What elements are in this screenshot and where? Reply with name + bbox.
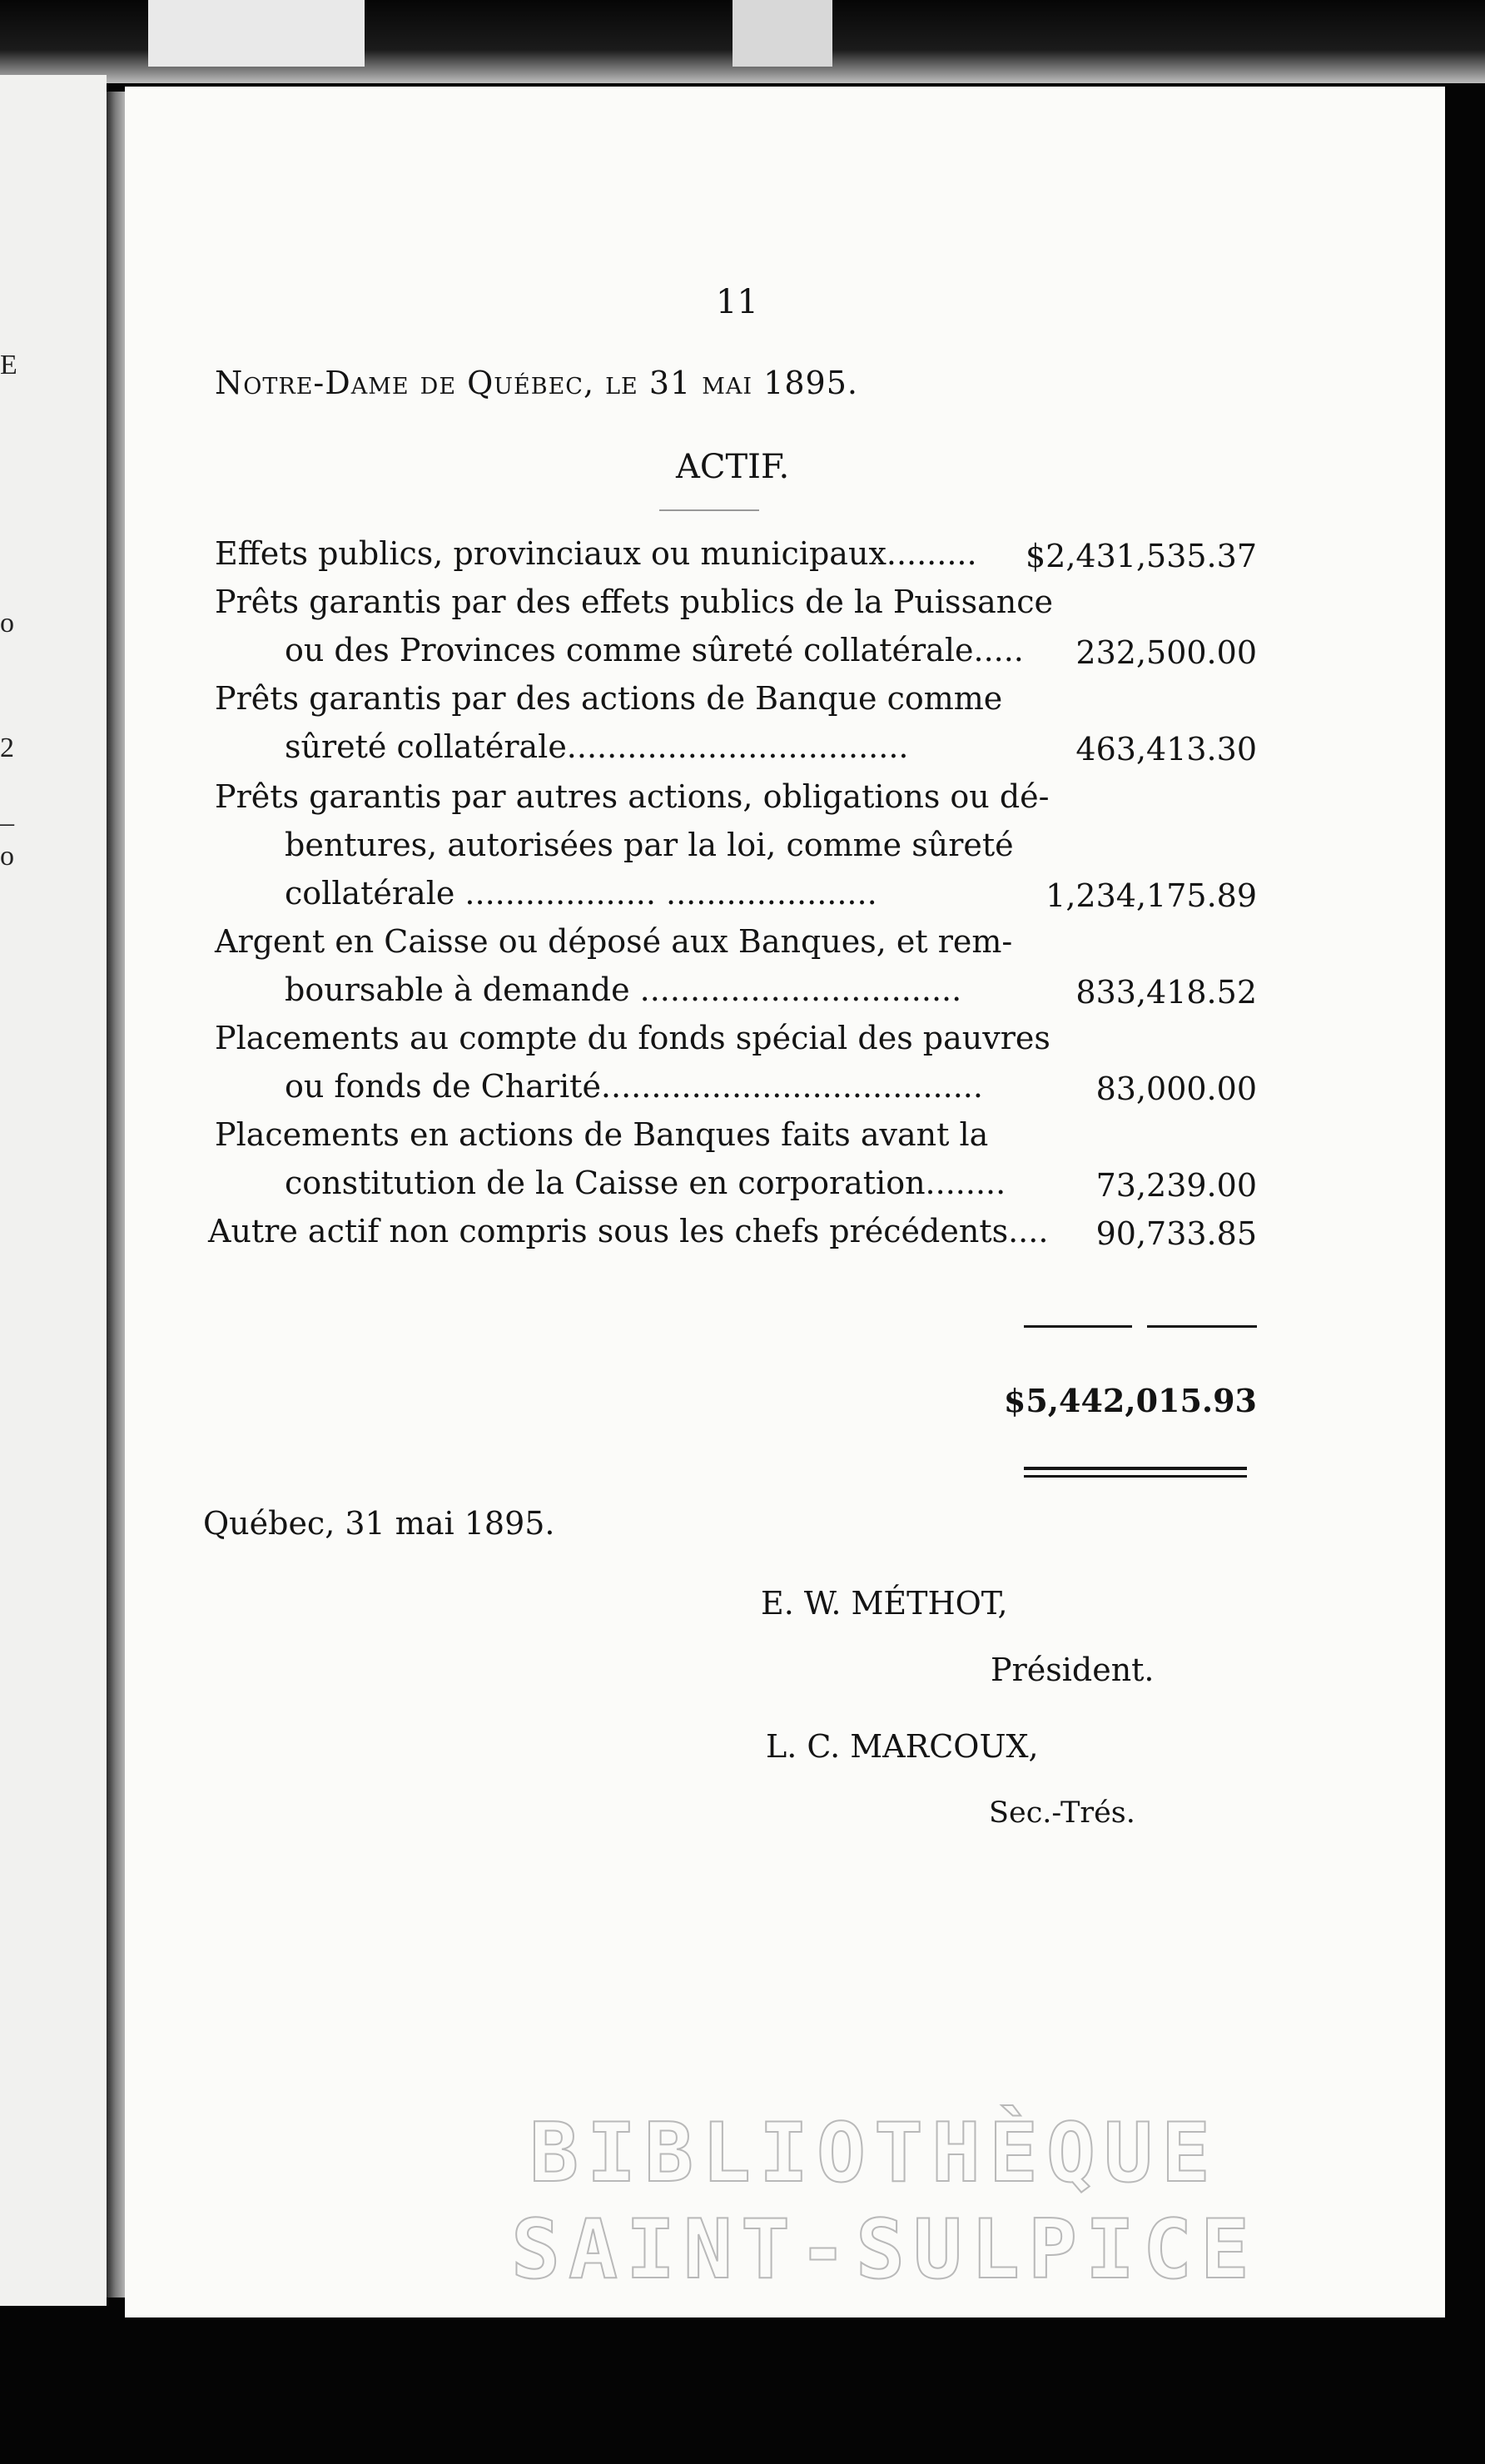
header-city-cap: Q [467,365,494,401]
entry-amount: 1,234,175.89 [1045,877,1257,914]
header-date-sep: , le [583,365,649,401]
header-year: 1895. [763,365,858,401]
edge-char: o [0,841,14,872]
entry-line: sûreté collatérale.................................. [285,728,909,765]
scan-border-top [0,0,1485,83]
entry-line: bentures, autorisées par la loi, comme sûreté [285,827,1014,863]
signature-name: E. W. MÉTHOT, [761,1585,1008,1622]
entry-line: Prêts garantis par des actions de Banque comme [215,680,1003,717]
entry-line: collatérale ................... ..................... [285,875,877,912]
entry-line: boursable à demande ................................ [285,971,962,1008]
entry-line: constitution de la Caisse en corporation........ [285,1165,1006,1201]
entry-line: Effets publics, provinciaux ou municipaux......... [215,535,977,572]
entry-line: Placements en actions de Banques faits avant la [215,1116,989,1153]
entry-line: Argent en Caisse ou déposé aux Banques, et rem- [215,923,1013,960]
signature-name: L. C. MARCOUX, [766,1728,1039,1765]
title-divider [659,509,759,511]
total-double-rule [1024,1475,1247,1478]
entry-amount: 463,413.30 [1075,731,1257,768]
entry-amount: 232,500.00 [1075,634,1257,671]
scan-strip [733,0,832,67]
edge-char: E [0,350,17,380]
header-place: otre-Dame de [243,365,468,401]
entry-line: Placements au compte du fonds spécial des pauvres [215,1020,1050,1056]
entry-line: Autre actif non compris sous les chefs précédents.... [208,1213,1049,1249]
entry-line: ou des Provinces comme sûreté collatérale..... [285,632,1024,668]
library-stamp-line: SAINT-SULPICE [511,2203,1259,2298]
previous-page-edge [0,75,107,2306]
sum-rule [1147,1325,1257,1328]
entry-line: ou fonds de Charité...................................... [285,1068,983,1105]
edge-char: o [0,608,14,638]
edge-char: 2 [0,733,14,763]
entry-line: Prêts garantis par des effets publics de la Puissance [215,584,1053,620]
entry-amount: 83,000.00 [1095,1071,1257,1107]
document-header [215,365,858,401]
signature-title: Président. [991,1652,1155,1688]
header-city: uébec [494,365,584,401]
signature-title: Sec.-Trés. [989,1796,1135,1830]
sum-rule [1024,1325,1132,1328]
library-stamp-line: BIBLIOTHÈQUE [529,2106,1219,2201]
entry-line: Prêts garantis par autres actions, obligations ou dé- [215,778,1050,815]
header-place-cap: N [215,365,244,401]
section-title: ACTIF. [676,448,790,486]
entry-amount: 73,239.00 [1095,1167,1257,1204]
entry-amount: $2,431,535.37 [1025,538,1257,574]
entry-amount: 90,733.85 [1095,1215,1257,1252]
header-month: mai [691,365,764,401]
scan-strip [148,0,365,67]
header-day: 31 [648,365,692,401]
entry-amount: 833,418.52 [1075,974,1257,1011]
total-amount: $5,442,015.93 [1003,1382,1257,1419]
page-number: 11 [716,283,758,321]
date-line: Québec, 31 mai 1895. [203,1505,555,1542]
total-double-rule [1024,1467,1247,1470]
edge-char: – [0,807,14,838]
